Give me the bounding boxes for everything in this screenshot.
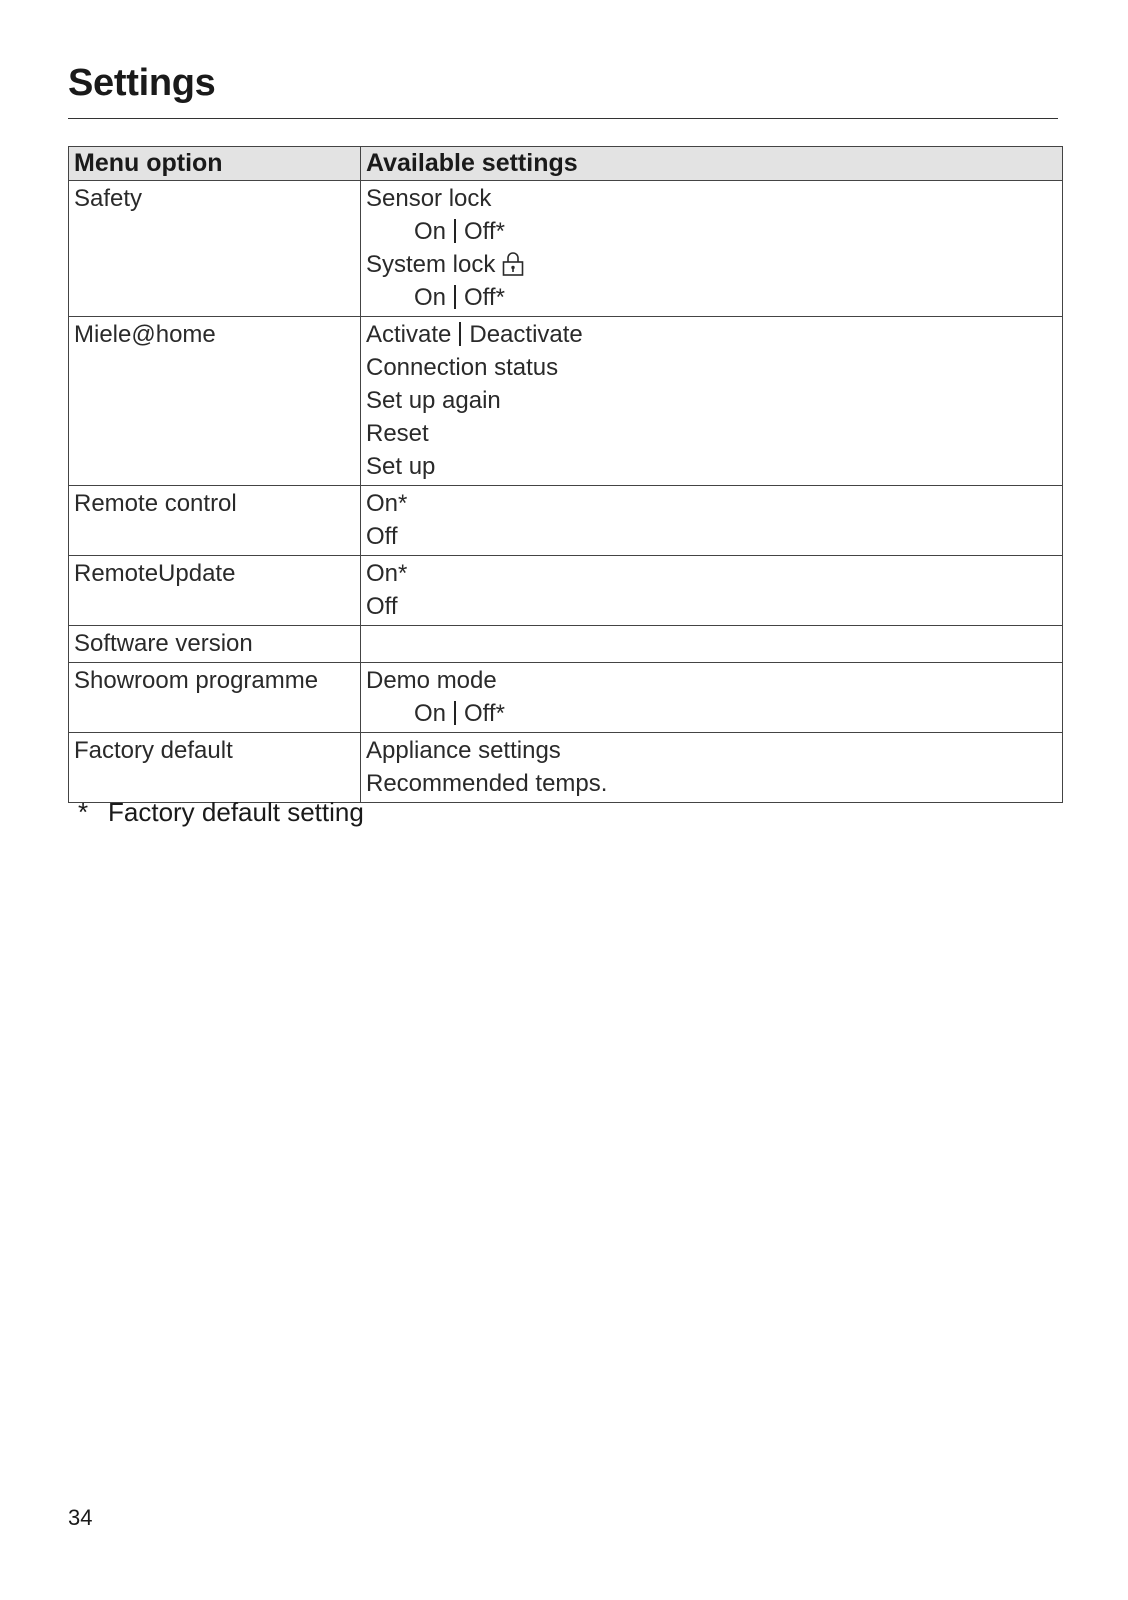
table-header-row — [69, 147, 1063, 181]
setting-activate-deactivate — [366, 318, 1056, 351]
menu-option-remote-update — [69, 556, 361, 626]
menu-option-label: Showroom programme — [74, 667, 319, 694]
value-off: Off* — [464, 284, 505, 311]
title-divider — [68, 118, 1058, 119]
setting-sensor-lock: Sensor lock — [366, 185, 492, 212]
value-activate: Activate — [366, 321, 452, 348]
header-available-settings: Available settings — [361, 147, 1063, 181]
settings-table — [68, 146, 1063, 803]
settings-miele-home — [361, 317, 1063, 486]
value-on: On* — [366, 490, 408, 517]
separator-bar — [454, 701, 456, 725]
settings-showroom-programme — [361, 663, 1063, 733]
table-row-miele-home — [69, 317, 1063, 486]
separator-bar — [459, 322, 461, 346]
value-off: Off — [366, 523, 398, 550]
setting-system-lock-values — [366, 281, 1056, 314]
separator-bar — [454, 285, 456, 309]
value-off: Off — [366, 593, 398, 620]
menu-option-software-version — [69, 626, 361, 663]
table-row-remote-control — [69, 486, 1063, 556]
settings-remote-control — [361, 486, 1063, 556]
table-row-factory-default — [69, 733, 1063, 803]
menu-option-label: Miele@home — [74, 321, 216, 348]
separator-bar — [454, 219, 456, 243]
value-off: Off* — [464, 218, 505, 245]
page-number: 34 — [68, 1505, 93, 1530]
setting-connection-status: Connection status — [366, 354, 559, 381]
setting-set-up-again: Set up again — [366, 387, 501, 414]
table-row-software-version — [69, 626, 1063, 663]
footnote-text: Factory default setting — [108, 797, 364, 827]
menu-option-label: Safety — [74, 185, 143, 212]
setting-set-up: Set up — [366, 453, 436, 480]
settings-factory-default — [361, 733, 1063, 803]
setting-reset: Reset — [366, 420, 429, 447]
settings-software-version — [361, 626, 1063, 663]
menu-option-miele-home — [69, 317, 361, 486]
value-on: On* — [366, 560, 408, 587]
setting-sensor-lock-values — [366, 215, 1056, 248]
lock-icon — [501, 251, 525, 286]
menu-option-safety — [69, 181, 361, 317]
settings-safety — [361, 181, 1063, 317]
table-row-safety — [69, 181, 1063, 317]
setting-demo-mode-values — [366, 697, 1056, 730]
menu-option-remote-control — [69, 486, 361, 556]
setting-appliance-settings: Appliance settings — [366, 737, 561, 764]
footnote-marker: * — [78, 797, 89, 827]
setting-system-lock — [366, 248, 1056, 281]
setting-recommended-temps: Recommended temps. — [366, 770, 608, 797]
value-on: On — [414, 700, 447, 727]
value-on: On — [414, 218, 447, 245]
page-title: Settings — [68, 62, 216, 104]
value-on: On — [414, 284, 447, 311]
menu-option-label: Software version — [74, 630, 253, 657]
table-row-showroom-programme — [69, 663, 1063, 733]
system-lock-label: System lock — [366, 251, 496, 278]
menu-option-label: Factory default — [74, 737, 233, 764]
menu-option-showroom-programme — [69, 663, 361, 733]
value-off: Off* — [464, 700, 505, 727]
settings-remote-update — [361, 556, 1063, 626]
value-deactivate: Deactivate — [469, 321, 583, 348]
footnote — [78, 797, 364, 828]
menu-option-label: Remote control — [74, 490, 237, 517]
menu-option-factory-default — [69, 733, 361, 803]
menu-option-label: RemoteUpdate — [74, 560, 236, 587]
table-row-remote-update — [69, 556, 1063, 626]
setting-demo-mode: Demo mode — [366, 667, 497, 694]
header-menu-option: Menu option — [69, 147, 361, 181]
